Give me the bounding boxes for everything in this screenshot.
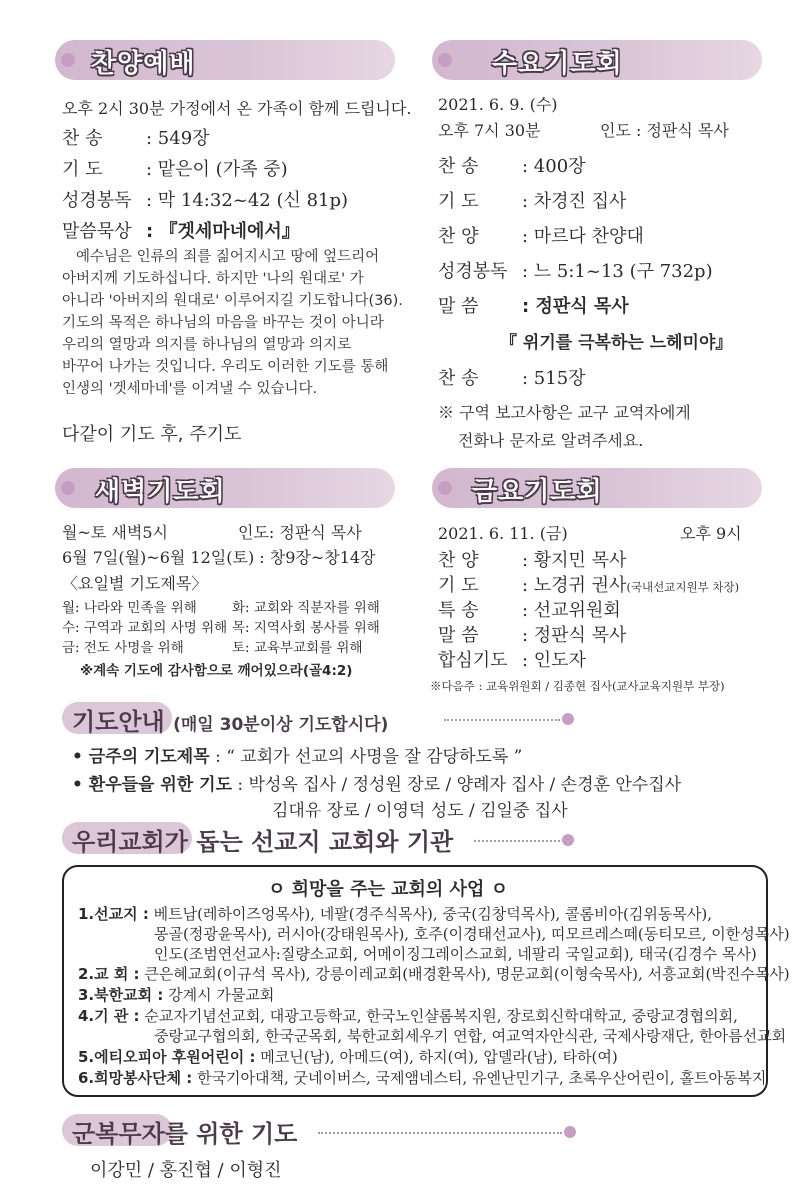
mission-row-institutions — [78, 1005, 738, 1026]
mission-row-volunteer — [78, 1067, 766, 1088]
friday-label: 찬 양 — [438, 550, 479, 571]
dawn-topic-left: 월: 나라와 민족을 위해 — [62, 600, 197, 616]
weekly-topic-label: • 금주의 기도제목 — [72, 747, 210, 767]
paragraph-line: 예수님은 인류의 죄를 짊어지시고 땅에 엎드리어 — [76, 249, 380, 265]
sunday-intro: 오후 2시 30분 가정에서 온 가족이 함께 드립니다. — [62, 99, 412, 118]
friday-row — [438, 571, 739, 597]
prayer-guide-subtitle: (매일 30분이상 기도합시다) — [173, 715, 389, 735]
paragraph-line: 기도의 목적은 하나님의 마음을 바꾸는 것이 아니라 — [62, 315, 384, 331]
wednesday-note: ※ 구역 보고사항은 교구 교역자에게 — [438, 403, 691, 422]
dawn-topic-right: 화: 교회와 직분자를 위해 — [232, 600, 380, 616]
mission-line: 한국기아대책, 굿네이버스, 국제앰네스티, 유엔난민기구, 초록우산어린이, 홀트아동복지 — [197, 1069, 767, 1087]
wednesday-title: 수요기도회 — [492, 49, 623, 79]
wednesday-hymn-value: : 515장 — [522, 368, 586, 389]
mission-line: 베트남(레하이즈엉목사), 네팔(경주식목사), 중국(김창덕목사), 콜롬비아(김위동목사), — [153, 905, 712, 923]
wednesday-note: 전화나 문자로 알려주세요. — [458, 431, 644, 450]
friday-row — [438, 596, 621, 622]
patients-row — [72, 770, 681, 795]
weekly-topic-row — [72, 742, 522, 767]
sunday-reading-row — [62, 186, 348, 212]
patients-label: • 환우들을 위한 기도 — [72, 775, 232, 795]
wednesday-label: 성경봉독 — [438, 261, 508, 282]
sunday-reading-label: 성경봉독 — [62, 190, 132, 211]
wednesday-value: : 400장 — [522, 156, 586, 177]
mission-row-ethiopia — [78, 1046, 618, 1067]
header-dot-icon — [438, 53, 452, 67]
divider-end-dot — [562, 834, 574, 846]
wednesday-hymn-label: 찬 송 — [438, 368, 479, 389]
mission-key: 4.기 관 : — [78, 1007, 140, 1025]
dawn-title: 새벽기도회 — [95, 477, 226, 507]
divider-end-dot — [562, 713, 574, 725]
dotted-divider — [318, 1132, 562, 1134]
wednesday-header-pill — [432, 40, 762, 80]
friday-label: 특 송 — [438, 600, 479, 621]
sunday-title: 찬양예배 — [91, 49, 196, 79]
wednesday-label: 찬 송 — [438, 156, 479, 177]
dawn-topics-header: 〈요일별 기도제목〉 — [62, 574, 208, 593]
missions-title: 우리교회가 돕는 선교지 교회와 기관 — [72, 828, 454, 856]
sunday-reading-value: : 막 14:32~42 (신 81p) — [146, 190, 349, 211]
sunday-hymn-label: 찬 송 — [62, 128, 103, 149]
mission-line: 중랑교구협의회, 한국군목회, 북한교회세우기 연합, 여교역자안식관, 국제사랑재단, 한아름선교회 — [154, 1027, 787, 1045]
weekly-topic-value: : “ 교회가 선교의 사명을 잘 감당하도록 ” — [215, 747, 523, 767]
military-names: 이강민 / 홍진협 / 이형진 — [90, 1160, 282, 1181]
dawn-topic-left: 금: 전도 사명을 위해 — [62, 640, 184, 656]
wednesday-label: 찬 양 — [438, 226, 479, 247]
friday-value: : 노경귀 권사 — [522, 575, 627, 596]
paragraph-line: 바꾸어 나가는 것입니다. 우리도 이러한 기도를 통해 — [62, 359, 389, 375]
friday-row — [438, 646, 586, 672]
dawn-topic-right: 토: 교육부교회를 위해 — [232, 640, 363, 656]
mission-key: 5.에티오피아 후원어린이 : — [78, 1048, 256, 1066]
sunday-sermon-label: 말씀묵상 — [62, 221, 132, 242]
wednesday-label: 말 씀 — [438, 296, 479, 317]
wednesday-value: : 마르다 찬양대 — [522, 226, 644, 247]
friday-row — [438, 546, 626, 572]
paragraph-line: 아니라 '아버지의 원대로' 이루어지길 기도합니다(36). — [62, 293, 403, 309]
mission-line: 인도(조범연선교사:질량소교회, 어메이징그레이스교회, 네팔리 국일교회), 태국(김경수 목사) — [154, 945, 757, 963]
mission-line: 메코닌(남), 아메드(여), 하지(여), 압델라(남), 타하(여) — [260, 1048, 618, 1066]
mission-row-field — [78, 903, 712, 924]
wednesday-date: 2021. 6. 9. (수) — [438, 95, 558, 114]
mission-line: 몽골(정광윤목사), 러시아(강태원목사), 호주(이경태선교사), 띠모르레스떼(동티모르, 이한성목사) — [154, 925, 790, 943]
sunday-hymn-value: : 549장 — [146, 128, 210, 149]
dawn-range: 6월 7일(월)~6월 12일(토) : 창9장~창14장 — [62, 548, 376, 567]
friday-label: 합심기도 — [438, 650, 508, 671]
friday-header-pill — [432, 468, 762, 508]
mission-key: 3.북한교회 : — [78, 986, 164, 1004]
wednesday-value: : 차경진 집사 — [522, 191, 627, 212]
sunday-closing: 다같이 기도 후, 주기도 — [62, 424, 242, 445]
wednesday-value: : 느 5:1~13 (구 732p) — [522, 261, 713, 282]
friday-value: : 정판식 목사 — [522, 625, 627, 646]
mission-key: 6.희망봉사단체 : — [78, 1069, 193, 1087]
prayer-guide-title — [72, 702, 388, 737]
sunday-header-pill — [55, 40, 395, 80]
wednesday-label: 기 도 — [438, 191, 479, 212]
sunday-sermon-row — [62, 217, 300, 243]
military-title: 군복무자를 위한 기도 — [72, 1120, 298, 1148]
friday-time: 오후 9시 — [680, 524, 742, 543]
mission-row-north-korea — [78, 984, 274, 1005]
friday-label: 기 도 — [438, 575, 479, 596]
friday-value: : 선교위원회 — [522, 600, 621, 621]
paragraph-line: 우리의 열망과 의지를 하나님의 열망과 의지로 — [62, 337, 352, 353]
friday-footnote: ※다음주 : 교육위원회 / 김종현 집사(교사교육지원부 부장) — [430, 679, 725, 693]
dawn-topic-right: 목: 지역사회 봉사를 위해 — [232, 620, 380, 636]
dawn-topic-left: 수: 구역과 교회의 사명 위해 — [62, 620, 228, 636]
friday-value: : 황지민 목사 — [522, 550, 627, 571]
friday-value: : 인도자 — [522, 650, 586, 671]
wednesday-row — [438, 152, 586, 178]
header-dot-icon — [438, 481, 452, 495]
wednesday-value: : 정판식 목사 — [522, 296, 629, 317]
sunday-meditation-paragraph — [62, 246, 403, 400]
friday-title: 금요기도회 — [472, 477, 603, 507]
paragraph-line: 아버지께 기도하십니다. 하지만 '나의 원대로' 가 — [62, 271, 364, 287]
dawn-header-pill — [55, 468, 395, 508]
mission-line: 큰은혜교회(이규석 목사), 강릉이레교회(배경환목사), 명문교회(이형숙목사), 서흥교회(박진수목사) — [144, 965, 790, 983]
sunday-prayer-row — [62, 155, 288, 181]
missions-box-title: ㅇ 희망을 주는 교회의 사업 ㅇ — [268, 879, 508, 900]
mission-row-church — [78, 963, 790, 984]
dotted-divider — [474, 840, 560, 842]
divider-end-dot — [564, 1126, 576, 1138]
wednesday-leader: 인도 : 정판식 목사 — [600, 121, 729, 140]
dotted-divider — [444, 719, 560, 721]
mission-line: 순교자기념선교회, 대광고등학교, 한국노인샬롬복지원, 장로회신학대학교, 중랑교경협의회, — [144, 1007, 738, 1025]
friday-label: 말 씀 — [438, 625, 479, 646]
patients-line: : 박성옥 집사 / 정성원 장로 / 양례자 집사 / 손경훈 안수집사 — [237, 775, 682, 795]
friday-extra: (국내선교지원부 차장) — [626, 580, 740, 594]
wednesday-row — [438, 187, 626, 213]
sunday-sermon-value: : 『겟세마네에서』 — [146, 221, 300, 242]
dawn-days: 월~토 새벽5시 — [62, 523, 168, 542]
prayer-guide-title-text: 기도안내 — [72, 708, 165, 736]
sunday-hymn-row — [62, 124, 210, 150]
wednesday-time: 오후 7시 30분 — [438, 121, 541, 140]
wednesday-hymn-row — [438, 364, 586, 390]
wednesday-row — [438, 292, 629, 318]
header-dot-icon — [61, 481, 75, 495]
wednesday-row — [438, 222, 644, 248]
sunday-prayer-value: : 맡은이 (가족 중) — [146, 159, 288, 180]
dawn-leader: 인도: 정판식 목사 — [238, 523, 362, 542]
wednesday-sermon-title: 『 위기를 극복하는 느헤미야』 — [500, 333, 733, 353]
friday-date: 2021. 6. 11. (금) — [438, 524, 568, 543]
header-dot-icon — [61, 53, 75, 67]
patients-line: 김대유 장로 / 이영덕 성도 / 김일중 집사 — [272, 801, 568, 821]
friday-row — [438, 621, 626, 647]
wednesday-row — [438, 257, 713, 283]
mission-line: 강계시 가물교회 — [168, 986, 275, 1004]
paragraph-line: 인생의 '겟세마네'를 이겨낼 수 있습니다. — [62, 381, 318, 397]
mission-key: 1.선교지 : — [78, 905, 149, 923]
mission-key: 2.교 회 : — [78, 965, 140, 983]
dawn-verse: ※계속 기도에 감사함으로 깨어있으라(골4:2) — [80, 663, 353, 679]
sunday-prayer-label: 기 도 — [62, 159, 103, 180]
